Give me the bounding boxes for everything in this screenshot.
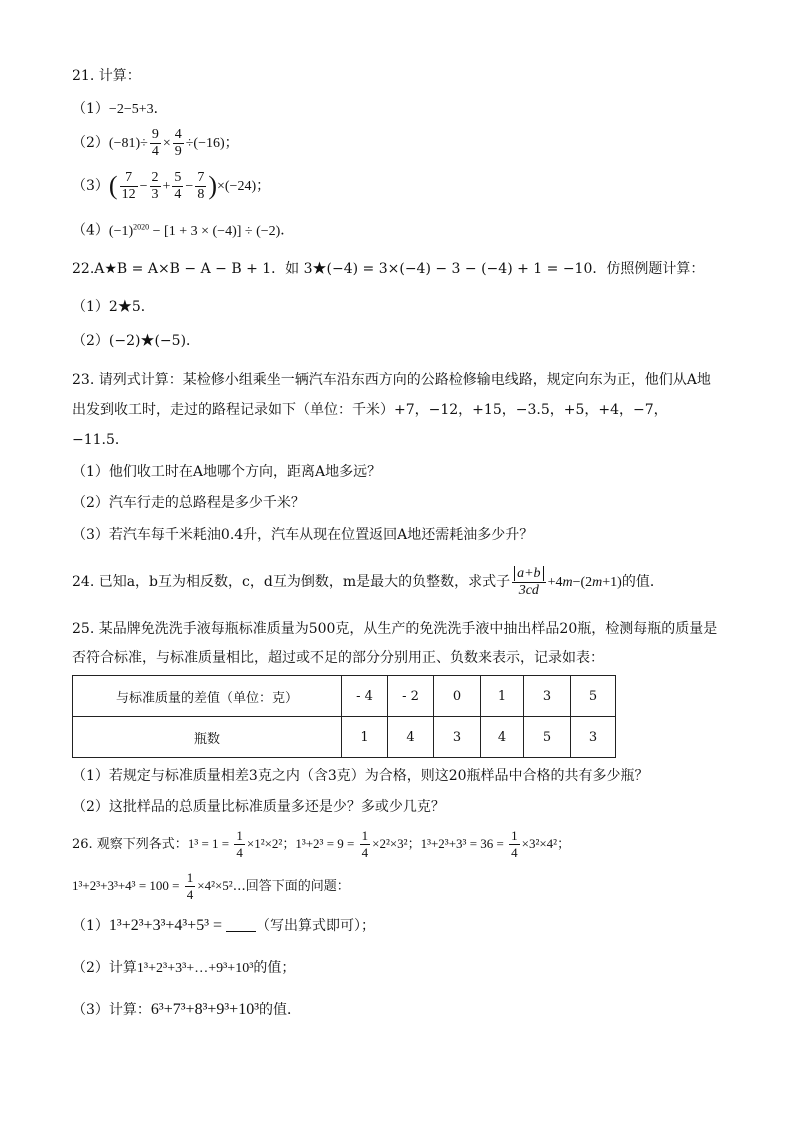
table-row bbox=[73, 676, 616, 717]
table-row bbox=[73, 717, 616, 758]
q23-line2: 出发到收工时，走过的路程记录如下（单位：千米）+7，−12，+15，−3.5，+5，+4，−7， bbox=[72, 402, 668, 418]
q23-part1: （1）他们收工时在A地哪个方向，距离A地多远？ bbox=[72, 464, 382, 480]
q23-part3: （3）若汽车每千米耗油0.4升，汽车从现在位置返回A地还需耗油多少升？ bbox=[72, 527, 534, 543]
table-cell: 0 bbox=[434, 676, 481, 717]
q25-line1: 25. 某品牌免洗洗手液每瓶标准质量为500克，从生产的免洗洗手液中抽出样品20瓶，检测每瓶的质量是 bbox=[72, 621, 718, 637]
q23-part2: （2）汽车行走的总路程是多少千米？ bbox=[72, 495, 305, 511]
q25-part1: （1）若规定与标准质量相差3克之内（含3克）为合格，则这20瓶样品中合格的共有多少瓶？ bbox=[72, 768, 649, 784]
table-header-cell: 与标准质量的差值（单位：克） bbox=[73, 676, 342, 717]
table-cell: 3 bbox=[434, 717, 481, 758]
q21-part4: $(4)(-1)^{2020} - [1 + 3 \times (-4)] \div (-2)$． bbox=[72, 222, 295, 239]
fraction: $\frac{4}{9}$ bbox=[174, 126, 182, 159]
q26-line2: 1³+2³+3³+4³ = 100 = $\frac{1}{4}$ ×4²×5²…回答下面的问题： bbox=[72, 870, 350, 902]
table-cell: 3 bbox=[524, 676, 571, 717]
q26-line1: 26. 观察下列各式：1³ = 1 = $\frac{1}{4}$ ×1²×2²；1³+2³ = 9 = $\frac{1}{4}$ ×2²×3²；1³+2³+3³ = 36 = $\frac{1}{4}$ ×3²×4²； bbox=[72, 828, 571, 860]
table-cell: 5 bbox=[524, 717, 571, 758]
table-cell: 1 bbox=[342, 717, 388, 758]
q21-part2: （2）(−81)÷ $\frac{9}{4}$ × $\frac{4}{9}$ ÷(−16)； bbox=[72, 126, 239, 159]
q24-fraction: $\frac{a+b}{3cd}$ bbox=[512, 566, 545, 599]
q25-part2: （2）这批样品的总质量比标准质量多还是少？多或少几克？ bbox=[72, 799, 445, 815]
q26-part3: （3）计算：6³+7³+8³+9³+10³的值． bbox=[72, 1001, 301, 1018]
table-cell: 4 bbox=[481, 717, 524, 758]
q26-part1: （1）1³+2³+3³+4³+5³ = （写出算式即可）； bbox=[72, 917, 376, 934]
q21-part1: （1）−2−5+3． bbox=[72, 101, 168, 117]
q23-line3: −11.5． bbox=[72, 432, 129, 448]
q21-title: 21. 计算： bbox=[72, 68, 141, 84]
table-cell: 3 bbox=[571, 717, 616, 758]
table-cell: 1 bbox=[481, 676, 524, 717]
table-cell: 4 bbox=[388, 717, 434, 758]
table-cell: 5 bbox=[571, 676, 616, 717]
q21-part3: （3）( $\frac{7}{12}$ − $\frac{2}{3}$ + $\frac{5}{4}$ − $\frac{7}{8}$ )×(−24)； bbox=[72, 169, 271, 202]
q22-part1: （1）2★5． bbox=[72, 299, 155, 315]
q24-text: 24. 已知a，b互为相反数，c，d互为倒数，m是最大的负整数，求式子 $\frac{a+b}{3cd}$ +4m−(2m+1)的值． bbox=[72, 565, 664, 598]
q25-line2: 否符合标准，与标准质量相比，超过或不足的部分分别用正、负数来表示，记录如表： bbox=[72, 650, 604, 666]
fraction: $\frac{9}{4}$ bbox=[151, 126, 159, 159]
q23-line1: 23. 请列式计算：某检修小组乘坐一辆汽车沿东西方向的公路检修输电线路，规定向东为正，他们从A地 bbox=[72, 372, 711, 388]
q26-part2: （2）计算1³+2³+3³+…+9³+10³的值； bbox=[72, 960, 296, 976]
q25-table bbox=[72, 675, 616, 758]
table-cell: - 4 bbox=[342, 676, 388, 717]
table-header-cell: 瓶数 bbox=[73, 717, 342, 758]
q22-intro: 22.A★B = A×B − A − B + 1．如 3★(−4) = 3×(−4) − 3 − (−4) + 1 = −10．仿照例题计算： bbox=[72, 261, 705, 277]
table-cell: - 2 bbox=[388, 676, 434, 717]
answer-blank bbox=[226, 917, 256, 932]
q22-part2: （2）(−2)★(−5)． bbox=[72, 333, 201, 349]
